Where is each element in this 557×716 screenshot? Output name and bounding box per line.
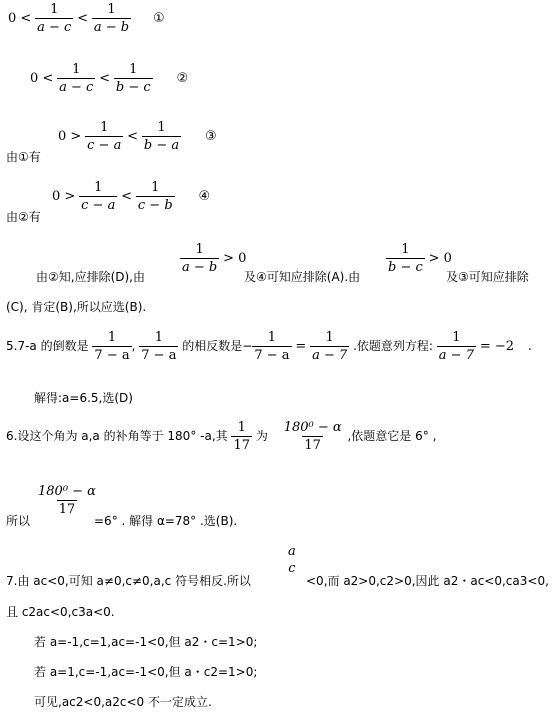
question-7-line-5: 可见,ac2<0,a2c<0 不一定成立.: [34, 695, 212, 709]
question-7-line-2: 且 c2ac<0,c3a<0.: [6, 605, 115, 619]
para1-fraction-1: $\frac{1}{a - b}$ > 0: [182, 242, 247, 275]
equation-label: ①: [152, 11, 165, 26]
para1-text-1: 由②知,应排除(D),由: [36, 270, 145, 284]
equation-4-prefix: 由②有: [6, 210, 41, 224]
para1-fraction-2: $\frac{1}{b - c}$ > 0: [388, 242, 452, 275]
question-6-fraction: $\frac{\text{180⁰ − α}}{17}$: [38, 484, 96, 517]
equation-2: 0 < $\frac{1}{a - c}$ < $\frac{1}{b - c}$ ②: [30, 62, 189, 95]
question-7-text-2: <0,而 a2>0,c2>0,因此 a2・ac<0,ca3<0,: [306, 574, 549, 588]
fraction: $\frac{1}{a - c}$: [59, 62, 94, 95]
equation-label: ④: [198, 189, 211, 204]
question-6-so: 所以: [6, 514, 31, 528]
question-7-fraction: a c: [288, 544, 296, 576]
equation-3: 0 > $\frac{1}{c - a}$ < $\frac{1}{b - a}$ ③: [58, 120, 217, 153]
question-7-line-3: 若 a=-1,c=1,ac=-1<0,但 a2・c=1>0;: [34, 635, 258, 649]
equation-3-prefix: 由①有: [6, 150, 41, 164]
equation-1: 0 < $\frac{1}{a - c}$ < $\frac{1}{a - b}$ ①: [8, 2, 165, 35]
equation-4: 0 > $\frac{1}{c - a}$ < $\frac{1}{c - b}$ ④: [52, 180, 211, 213]
para1-text-3: 及③可知应排除: [446, 270, 529, 284]
fraction: $\frac{1}{c - a}$: [81, 180, 116, 213]
equation-label: ②: [176, 71, 189, 86]
fraction: $\frac{1}{b - c}$: [115, 62, 151, 95]
para1-line-2: (C), 肯定(B),所以应选(B).: [6, 300, 147, 314]
question-6: 6.设这个角为 a,a 的补角等于 180° -a,其 $\frac{1}{17}$ 为 $\frac{\text{180⁰ − α}}{17}$ ,依题意它是 6° ,: [6, 420, 437, 453]
question-5: 5.7-a 的倒数是 $\frac{1}{7 - a}$ , $\frac{1}{7 - a}$ 的相反数是− $\frac{1}{7 - a}$ = $\frac{1}{a - 7}$ .依题意列方程: $\frac{1}{a - 7}$ = −2 .: [6, 330, 532, 363]
question-6-answer: =6° . 解得 α=78° .选(B).: [94, 514, 238, 528]
question-7-text-1: 7.由 ac<0,可知 a≠0,c≠0,a,c 符号相反.所以: [6, 574, 251, 588]
equation-label: ③: [204, 129, 217, 144]
fraction: $\frac{1}{a - b}$: [93, 2, 130, 35]
fraction: $\frac{1}{b - a}$: [143, 120, 180, 153]
question-5-answer: 解得:a=6.5,选(D): [34, 391, 133, 405]
fraction: $\frac{1}{c - b}$: [137, 180, 173, 213]
fraction: $\frac{1}{a - c}$: [37, 2, 72, 35]
fraction: $\frac{1}{c - a}$: [87, 120, 122, 153]
para1-text-2: 及④可知应排除(A).由: [244, 270, 361, 284]
question-7-line-4: 若 a=1,c=-1,ac=-1<0,但 a・c2=1>0;: [34, 665, 258, 679]
